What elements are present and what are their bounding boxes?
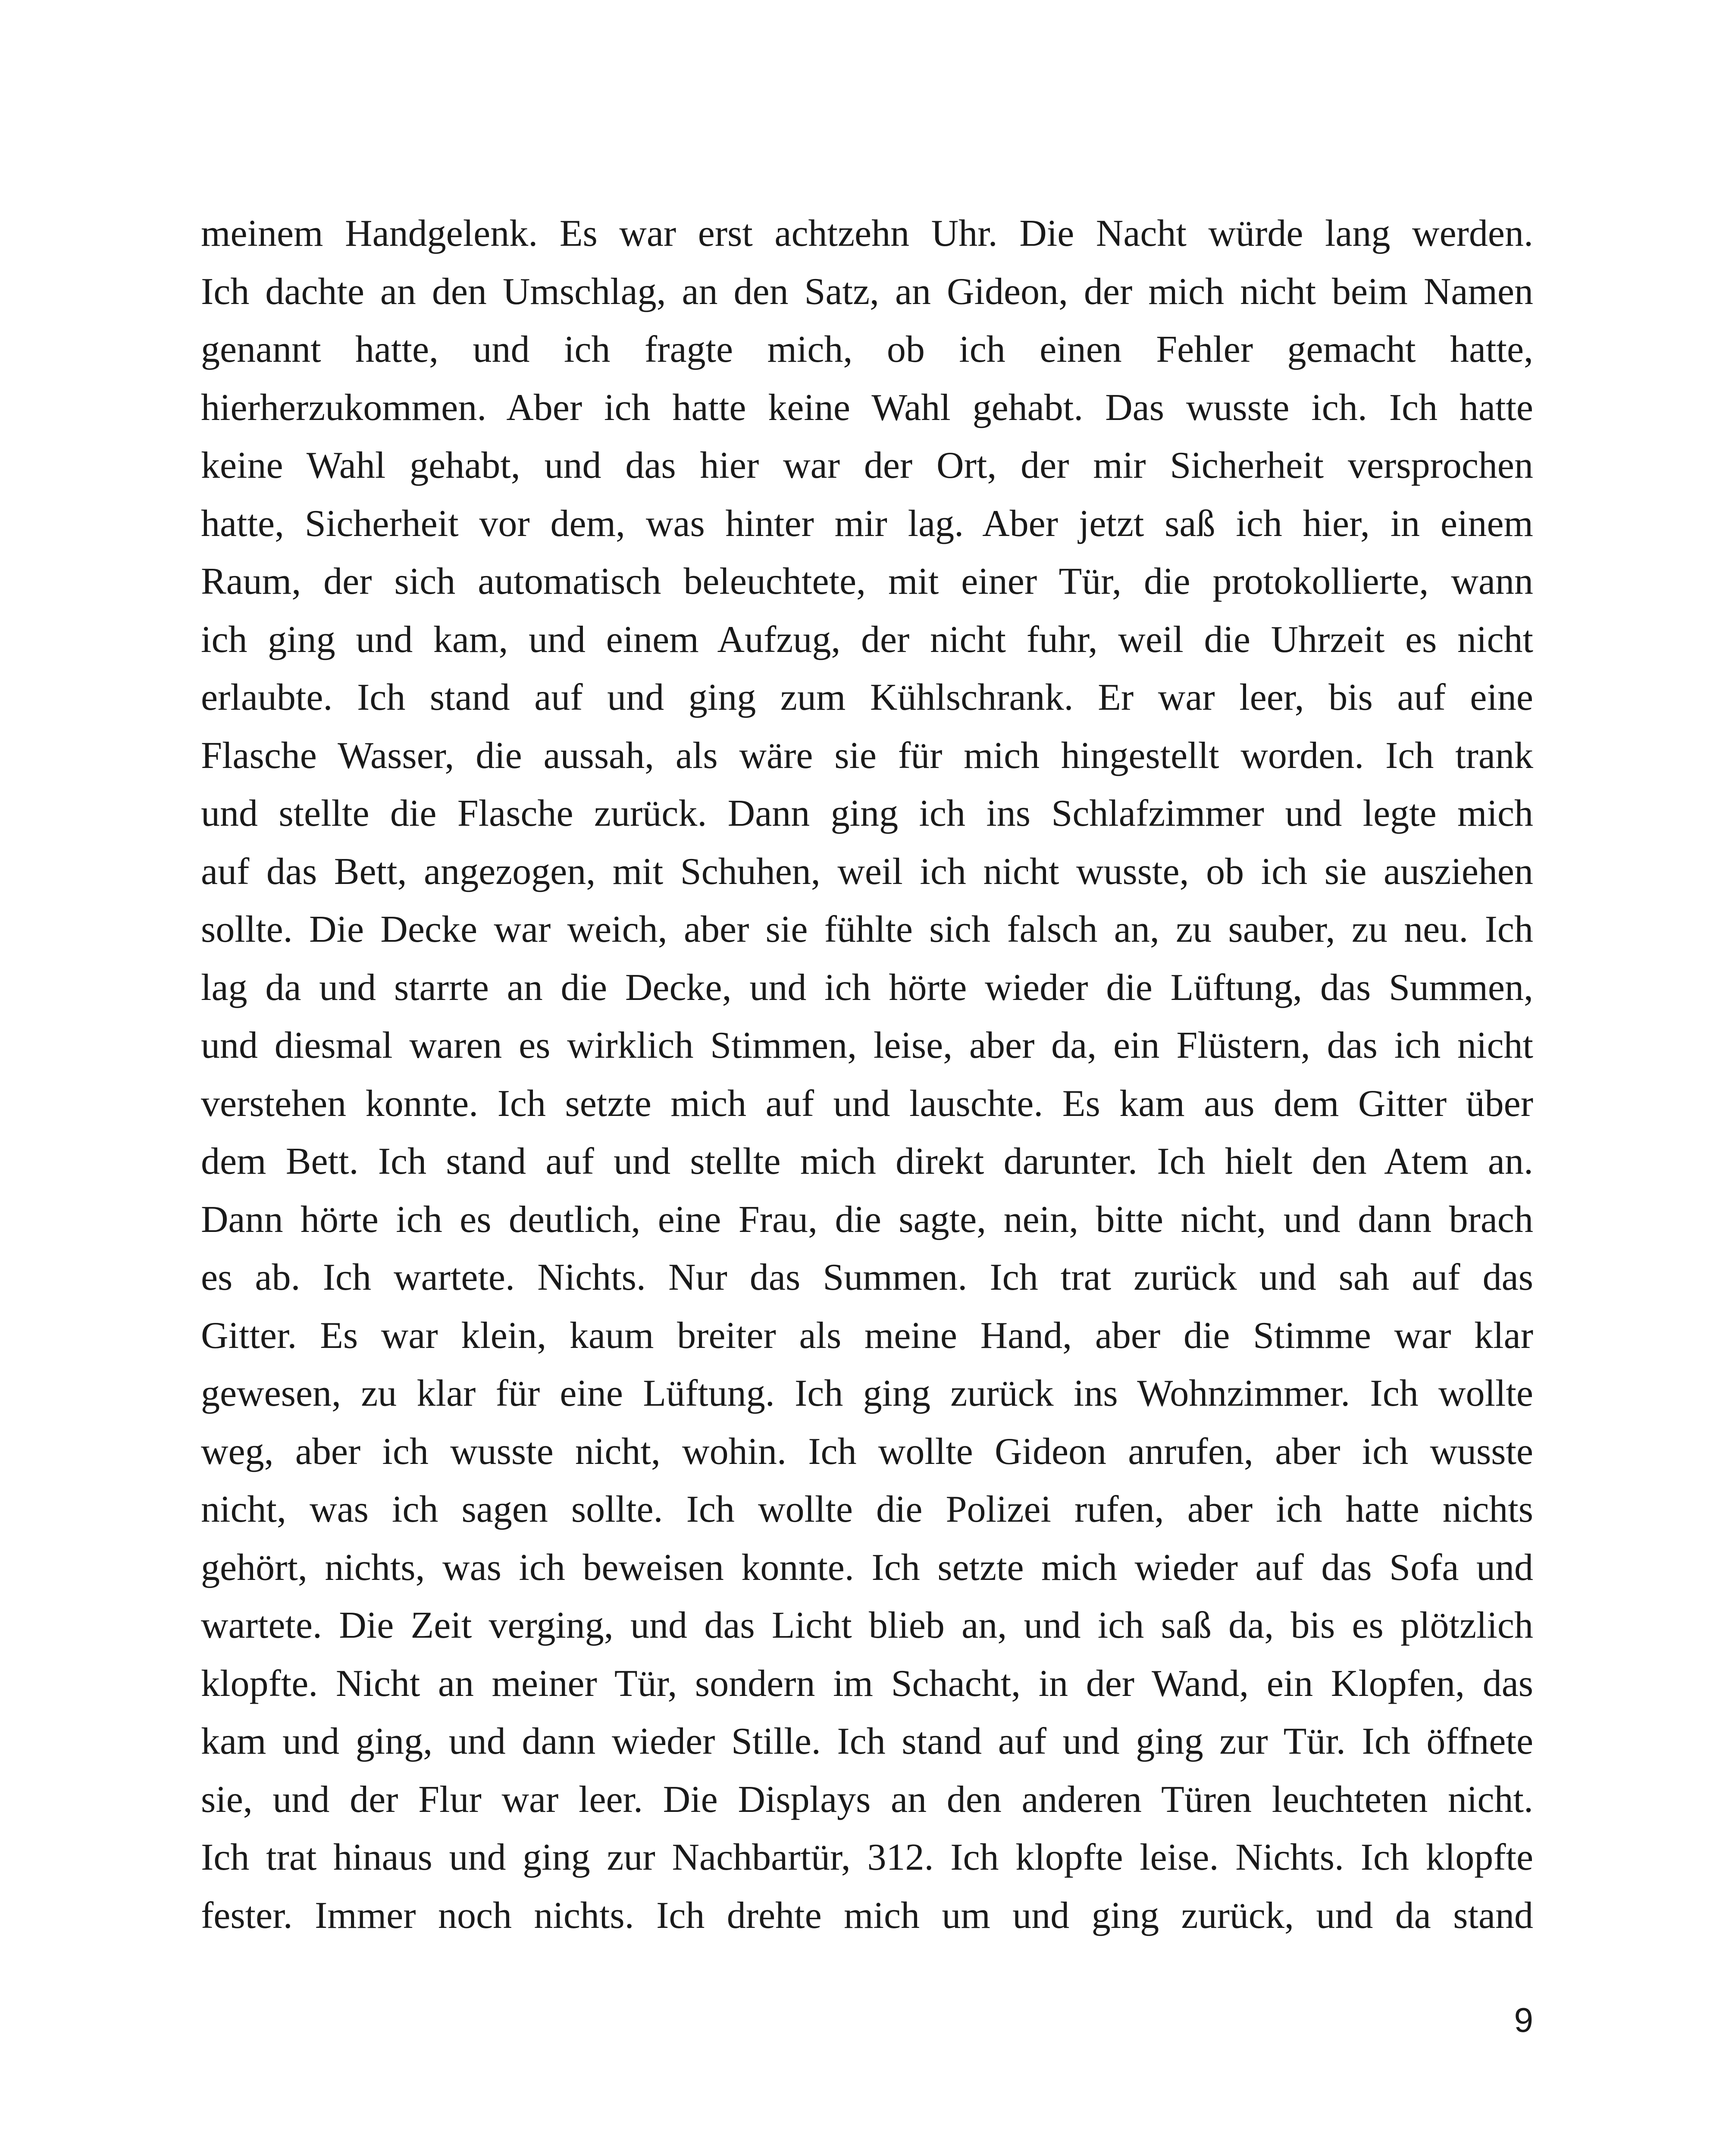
text-line: Gitter. Es war klein, kaum breiter als meine Hand, aber die Stimme war klar xyxy=(201,1314,1533,1357)
text-line: verstehen konnte. Ich setzte mich auf und lauschte. Es kam aus dem Gitter über xyxy=(201,1082,1533,1125)
text-line: dem Bett. Ich stand auf und stellte mich direkt darunter. Ich hielt den Atem an. xyxy=(201,1141,1533,1182)
text-line: ich ging und kam, und einem Aufzug, der nicht fuhr, weil die Uhrzeit es nicht xyxy=(201,618,1533,661)
text-line: lag da und starrte an die Decke, und ich hörte wieder die Lüftung, das Summen, xyxy=(201,966,1533,1009)
text-line: wartete. Die Zeit verging, und das Licht blieb an, und ich saß da, bis es plötzlich xyxy=(201,1604,1533,1646)
text-line: keine Wahl gehabt, und das hier war der Ort, der mir Sicherheit versprochen xyxy=(201,445,1533,486)
text-line: nicht, was ich sagen sollte. Ich wollte die Polizei rufen, aber ich hatte nichts xyxy=(201,1489,1533,1530)
text-line: gewesen, zu klar für eine Lüftung. Ich ging zurück ins Wohnzimmer. Ich wollte xyxy=(201,1373,1533,1414)
text-line: sie, und der Flur war leer. Die Displays an den anderen Türen leuchteten nicht. xyxy=(201,1778,1533,1821)
text-line: auf das Bett, angezogen, mit Schuhen, weil ich nicht wusste, ob ich sie ausziehen xyxy=(201,850,1533,893)
text-line: meinem Handgelenk. Es war erst achtzehn Uhr. Die Nacht würde lang werden. xyxy=(201,213,1533,254)
page-number: 9 xyxy=(1514,2001,1533,2039)
text-line: fester. Immer noch nichts. Ich drehte mich um und ging zurück, und da stand xyxy=(201,1894,1533,1937)
text-line: weg, aber ich wusste nicht, wohin. Ich wollte Gideon anrufen, aber ich wusste xyxy=(201,1430,1533,1473)
text-line: gehört, nichts, was ich beweisen konnte. Ich setzte mich wieder auf das Sofa und xyxy=(201,1546,1533,1589)
text-line: es ab. Ich wartete. Nichts. Nur das Summen. Ich trat zurück und sah auf das xyxy=(201,1257,1533,1298)
text-line: hatte, Sicherheit vor dem, was hinter mir lag. Aber jetzt saß ich hier, in einem xyxy=(201,502,1533,545)
text-line: kam und ging, und dann wieder Stille. Ich stand auf und ging zur Tür. Ich öffnete xyxy=(201,1720,1533,1762)
text-line: Ich dachte an den Umschlag, an den Satz, an Gideon, der mich nicht beim Namen xyxy=(201,270,1533,313)
text-line: erlaubte. Ich stand auf und ging zum Kühlschrank. Er war leer, bis auf eine xyxy=(201,677,1533,718)
text-line: sollte. Die Decke war weich, aber sie fühlte sich falsch an, zu sauber, zu neu. Ich xyxy=(201,909,1533,950)
text-line: Flasche Wasser, die aussah, als wäre sie für mich hingestellt worden. Ich trank xyxy=(201,734,1533,777)
text-line: und diesmal waren es wirklich Stimmen, leise, aber da, ein Flüstern, das ich nicht xyxy=(201,1025,1533,1066)
text-line: klopfte. Nicht an meiner Tür, sondern im Schacht, in der Wand, ein Klopfen, das xyxy=(201,1662,1533,1705)
text-line: Ich trat hinaus und ging zur Nachbartür, 312. Ich klopfte leise. Nichts. Ich klopfte xyxy=(201,1836,1533,1878)
text-line: hierherzukommen. Aber ich hatte keine Wahl gehabt. Das wusste ich. Ich hatte xyxy=(201,386,1533,429)
text-line: und stellte die Flasche zurück. Dann ging ich ins Schlafzimmer und legte mich xyxy=(201,793,1533,834)
body-text xyxy=(201,205,1533,1945)
text-line: Raum, der sich automatisch beleuchtete, mit einer Tür, die protokollierte, wann xyxy=(201,561,1533,602)
text-line: Dann hörte ich es deutlich, eine Frau, die sagte, nein, bitte nicht, und dann brach xyxy=(201,1198,1533,1241)
text-line: genannt hatte, und ich fragte mich, ob ich einen Fehler gemacht hatte, xyxy=(201,329,1533,370)
